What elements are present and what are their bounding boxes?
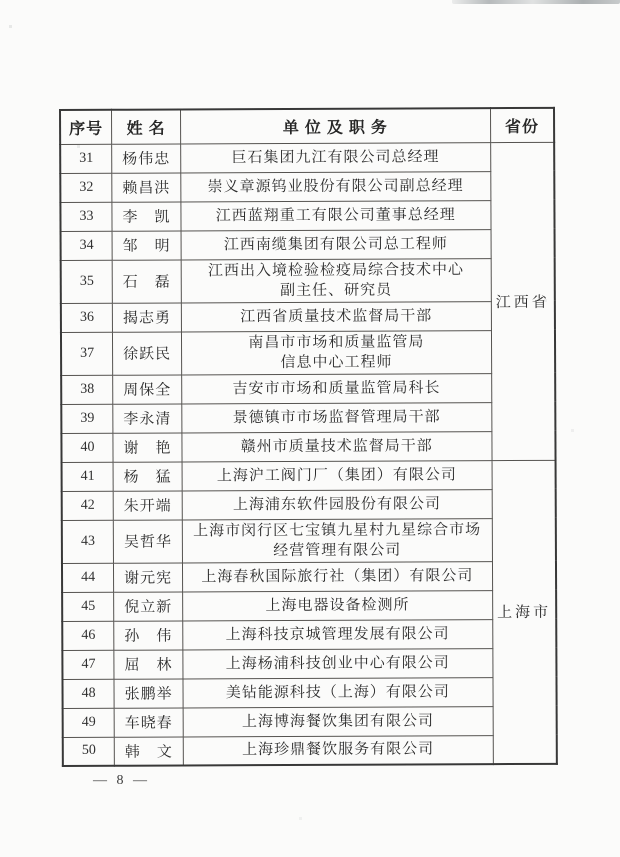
table-row [61,229,555,260]
name-cell: 朱开端 [113,490,182,519]
unit-position-cell: 景德镇市市场监督管理局干部 [182,402,492,432]
name-cell: 揭志勇 [112,302,181,331]
unit-position-cell: 上海春秋国际旅行社（集团）有限公司 [182,561,492,591]
unit-position-cell: 南昌市市场和质量监管局 信息中心工程师 [181,330,491,374]
serial-number-cell: 44 [62,563,114,592]
table-row [61,373,555,404]
table-row [62,590,556,621]
serial-number-cell: 49 [63,708,115,737]
unit-position-cell: 上海市闵行区七宝镇九星村九星综合市场 经营管理有限公司 [182,518,492,562]
table-row [62,619,556,650]
serial-number-cell: 48 [62,679,114,708]
serial-number-cell: 36 [61,303,113,332]
table-row [62,489,556,520]
unit-position-cell: 江西蓝翔重工有限公司董事总经理 [181,200,491,230]
serial-number-cell: 50 [63,737,115,766]
serial-number-cell: 31 [60,144,112,173]
table-row [62,677,556,708]
serial-number-cell: 45 [62,592,114,621]
header-serial-number: 序号 [60,110,112,144]
scan-artifact-specks [0,0,1,1]
awardee-roster-table [59,107,558,767]
table-row [61,402,555,433]
name-cell: 邹 明 [112,230,181,259]
name-cell: 周保全 [113,374,182,403]
table-row [62,518,556,563]
name-cell: 车晓春 [114,707,183,736]
unit-position-cell: 赣州市质量技术监督局干部 [182,431,492,461]
table-row [60,142,554,173]
name-cell: 赖昌洪 [112,172,181,201]
name-cell: 韩 文 [114,736,183,765]
table-row [62,561,556,592]
unit-position-cell: 上海浦东软件园股份有限公司 [182,489,492,519]
header-name: 姓 名 [112,109,181,143]
serial-number-cell: 42 [62,491,114,520]
unit-position-cell: 江西南缆集团有限公司总工程师 [181,229,491,259]
table-row [62,648,556,679]
unit-position-cell: 巨石集团九江有限公司总经理 [181,142,491,172]
table-row [61,330,555,375]
table-row [63,735,557,766]
name-cell: 倪立新 [114,591,183,620]
header-unit-and-position: 单 位 及 职 务 [180,108,490,143]
serial-number-cell: 39 [61,404,113,433]
name-cell: 屈 林 [114,649,183,678]
name-cell: 孙 伟 [114,620,183,649]
serial-number-cell: 37 [61,332,113,375]
unit-position-cell: 吉安市市场和质量监管局科长 [182,373,492,403]
header-province: 省份 [490,108,554,142]
page-number: — 8 — [93,773,150,788]
unit-position-cell: 上海博海餐饮集团有限公司 [183,706,493,736]
serial-number-cell: 41 [62,462,114,491]
name-cell: 李 凯 [112,201,181,230]
unit-position-cell: 上海珍鼎餐饮服务有限公司 [183,735,493,765]
table-row [61,301,555,332]
name-cell: 李永清 [113,403,182,432]
name-cell: 谢 艳 [113,432,182,461]
unit-position-cell: 上海沪工阀门厂（集团）有限公司 [182,460,492,490]
serial-number-cell: 32 [60,173,112,202]
table-row [61,258,555,303]
table-header-row [60,108,554,144]
unit-position-cell: 美钻能源科技（上海）有限公司 [183,677,493,707]
table-row [60,200,554,231]
name-cell: 徐跃民 [113,331,182,374]
table-row [62,460,556,491]
name-cell: 杨 猛 [113,461,182,490]
name-cell: 石 磊 [112,259,181,302]
name-cell: 杨伟忠 [112,143,181,172]
scan-artifact-top-edge [452,0,620,4]
unit-position-cell: 江西省质量技术监督局干部 [181,301,491,331]
unit-position-cell: 上海电器设备检测所 [183,590,493,620]
serial-number-cell: 35 [61,260,113,303]
serial-number-cell: 33 [60,202,112,231]
unit-position-cell: 上海杨浦科技创业中心有限公司 [183,648,493,678]
table-row [61,431,555,462]
table-row [63,706,557,737]
awardee-table-wrap [59,107,558,767]
serial-number-cell: 46 [62,621,114,650]
serial-number-cell: 40 [61,433,113,462]
unit-position-cell: 崇义章源钨业股份有限公司副总经理 [181,171,491,201]
serial-number-cell: 47 [62,650,114,679]
unit-position-cell: 上海科技京城管理发展有限公司 [183,619,493,649]
serial-number-cell: 38 [61,375,113,404]
serial-number-cell: 43 [62,520,114,563]
province-cell: 江西省 [490,142,555,460]
name-cell: 吴哲华 [113,519,182,562]
name-cell: 谢元宪 [114,562,183,591]
unit-position-cell: 江西出入境检验检疫局综合技术中心 副主任、研究员 [181,258,491,302]
serial-number-cell: 34 [61,231,113,260]
province-cell: 上海市 [492,460,557,764]
table-row [60,171,554,202]
name-cell: 张鹏举 [114,678,183,707]
